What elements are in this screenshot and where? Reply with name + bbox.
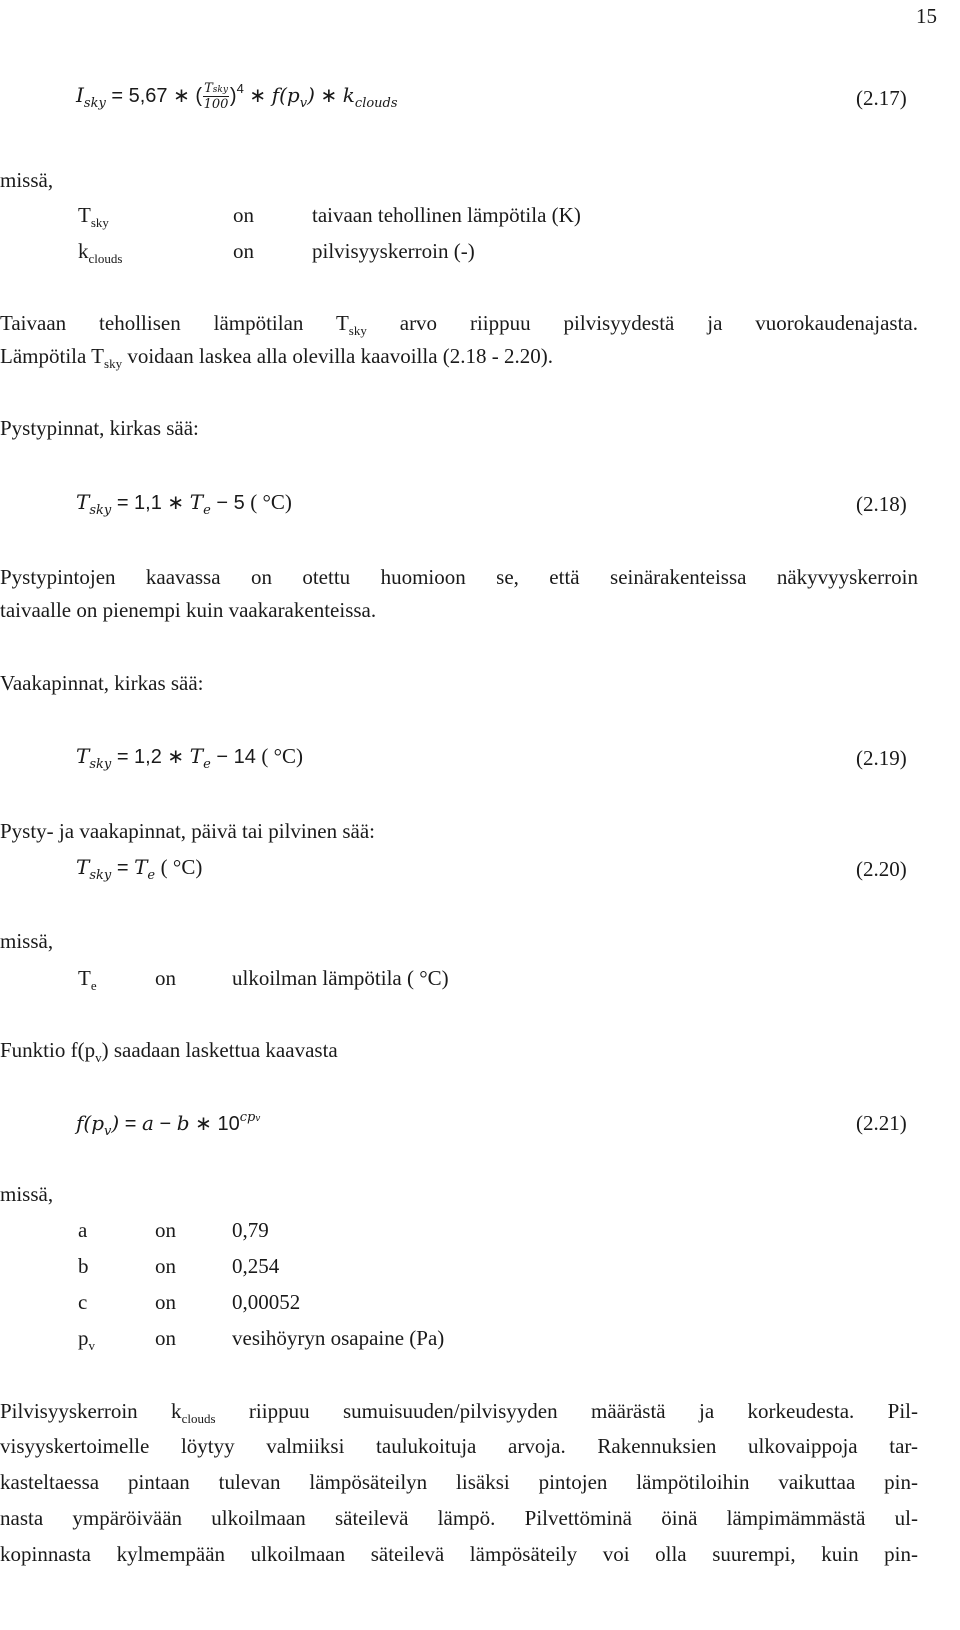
definition-description: vesihöyryn osapaine (Pa) bbox=[232, 1326, 445, 1350]
definition-on: on bbox=[233, 239, 254, 263]
definition-description: ulkoilman lämpötila ( °C) bbox=[232, 966, 449, 990]
equation-number-2-17: (2.17) bbox=[856, 86, 907, 110]
equation-2-18: $T_{sky} = 1,1$ ∗ $T_e - 5$ ( °C) bbox=[76, 490, 292, 518]
definition-description: 0,254 bbox=[232, 1254, 280, 1278]
fraction: $\frac{\text{Tsky}}{100}$ bbox=[203, 81, 229, 113]
paragraph-line: kasteltaessa pintaan tulevan lämpösäteilyn lisäksi pintojen lämpötiloihin vaikuttaa pin- bbox=[0, 1470, 918, 1494]
definition-on: on bbox=[233, 203, 254, 227]
where-label: missä, bbox=[0, 168, 54, 192]
where-label: missä, bbox=[0, 929, 54, 953]
definition-description: 0,79 bbox=[232, 1218, 269, 1242]
paragraph-line: Pilvisyyskerroin $k_{clouds}$ riippuu sumuisuuden/pilvisyyden määrästä ja korkeudesta. Pil- bbox=[0, 1399, 919, 1426]
definition-on: on bbox=[155, 1326, 176, 1350]
equation-2-21: $f(p_v) = a - b$ ∗ $10^{cpv}$ bbox=[76, 1110, 261, 1139]
equation-number-2-18: (2.18) bbox=[856, 492, 907, 516]
equation-number-2-21: (2.21) bbox=[856, 1111, 907, 1135]
definition-symbol: $k_{clouds}$ bbox=[78, 239, 123, 266]
paragraph-line: kopinnasta kylmempään ulkoilmaan säteilevä lämpösäteily voi olla suurempi, kuin pin- bbox=[0, 1542, 918, 1566]
definition-on: on bbox=[155, 1254, 176, 1278]
equation-2-19: $T_{sky} = 1,2$ ∗ $T_e - 14$ ( °C) bbox=[76, 744, 304, 772]
paragraph-line: taivaalle on pienempi kuin vaakarakenteissa. bbox=[0, 598, 377, 622]
definition-description: pilvisyyskerroin (-) bbox=[312, 239, 475, 263]
definition-description: taivaan tehollinen lämpötila (K) bbox=[312, 203, 581, 227]
definition-on: on bbox=[155, 1218, 176, 1242]
definition-on: on bbox=[155, 966, 176, 990]
definition-symbol: c bbox=[78, 1290, 88, 1314]
page-number: 15 bbox=[916, 4, 937, 28]
paragraph-line: Taivaan tehollisen lämpötilan $T_{sky}$ arvo riippuu pilvisyydestä ja vuorokaudenajasta. bbox=[0, 311, 918, 338]
section-heading-horizontal: Vaakapinnat, kirkas sää: bbox=[0, 671, 204, 695]
equation-2-17: $I_{sky} = 5,67$ ∗ ( $\frac{\text{Tsky}}{100}$ )$^4$ ∗ $f(p_v)$ ∗ $k_{clouds}$ bbox=[76, 81, 398, 113]
definition-description: 0,00052 bbox=[232, 1290, 301, 1314]
paragraph-line: nasta ympäröivään ulkoilmaan säteilevä lämpö. Pilvettöminä öinä lämpimämmästä ul- bbox=[0, 1506, 918, 1530]
definition-symbol: a bbox=[78, 1218, 88, 1242]
equation-number-2-19: (2.19) bbox=[856, 746, 907, 770]
section-heading-cloudy: Pysty- ja vaakapinnat, päivä tai pilvinen sää: bbox=[0, 819, 375, 843]
paragraph-line: Lämpötila $T_{sky}$ voidaan laskea alla olevilla kaavoilla (2.18 - 2.20). bbox=[0, 344, 554, 371]
definition-on: on bbox=[155, 1290, 176, 1314]
paragraph-line: Pystypintojen kaavassa on otettu huomioon se, että seinärakenteissa näkyvyyskerroin bbox=[0, 565, 918, 589]
definition-symbol: $T_e$ bbox=[78, 966, 97, 993]
definition-symbol: $T_{sky}$ bbox=[78, 203, 109, 230]
definition-symbol: $p_v$ bbox=[78, 1326, 95, 1353]
paragraph-line: visyyskertoimelle löytyy valmiiksi taulukoituja arvoja. Rakennuksien ulkovaippoja tar- bbox=[0, 1434, 918, 1458]
function-intro: Funktio $f(p_v)$ saadaan laskettua kaavasta bbox=[0, 1038, 338, 1065]
section-heading-vertical: Pystypinnat, kirkas sää: bbox=[0, 416, 199, 440]
equation-number-2-20: (2.20) bbox=[856, 857, 907, 881]
definition-symbol: b bbox=[78, 1254, 89, 1278]
equation-2-20: $T_{sky} = T_e$ ( °C) bbox=[76, 855, 203, 883]
where-label: missä, bbox=[0, 1182, 54, 1206]
